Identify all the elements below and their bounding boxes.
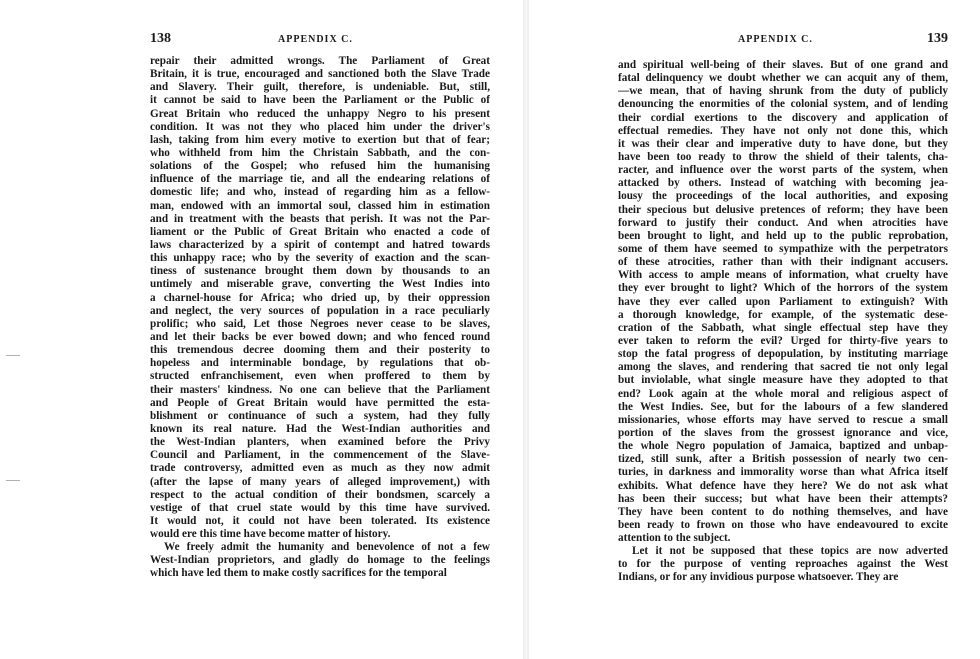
text-line: but inviolable, what single measure have they adopted to that — [618, 374, 948, 387]
text-line: their cordial exertions to the discovery and application of — [618, 111, 948, 124]
text-line: and in treatment with the beasts that perish. It was not the Par- — [150, 212, 490, 225]
text-line: has been their success; but what have been their attempts? — [618, 492, 948, 505]
text-line: They have been content to do nothing themselves, and have — [618, 505, 948, 518]
text-line: have they ever called upon Parliament to extinguish? With — [618, 295, 948, 308]
text-line: —we mean, that of having shrunk from the duty of publicly — [618, 85, 948, 98]
text-line: this unhappy race; who by the severity of exaction and the scan- — [150, 252, 490, 265]
right-page-body — [618, 59, 948, 585]
text-line: to for the purpose of venting reproaches against the West — [618, 558, 948, 571]
text-line: vestige of that cruel state would by this time have survived. — [150, 501, 490, 514]
text-line: end? Look again at the whole moral and religious aspect of — [618, 387, 948, 400]
text-line: the West Indies. See, but for the labours of a few slandered — [618, 400, 948, 413]
text-line: and People of Great Britain would have permitted the esta- — [150, 396, 490, 409]
text-line: they ever brought to light? Which of the horrors of the system — [618, 282, 948, 295]
text-line: and spiritual well-being of their slaves. But of one grand and — [618, 59, 948, 71]
book-gutter — [523, 0, 529, 659]
text-line: tized, still sunk, after a British possession of nearly two cen- — [618, 453, 948, 466]
text-line: domestic life; and who, instead of regarding him as a fellow- — [150, 186, 490, 199]
text-line: portion of the slaves from the grossest ignorance and vice, — [618, 426, 948, 439]
text-line: blishment or continuance of such a system, had they fully — [150, 409, 490, 422]
text-line: racter, and influence over the worst parts of the system, when — [618, 164, 948, 177]
text-line: respect to the actual condition of their bondsmen, scarcely a — [150, 488, 490, 501]
text-line: repair their admitted wrongs. The Parliament of Great — [150, 55, 490, 67]
text-line: and Slavery. Their guilt, therefore, is undeniable. But, still, — [150, 81, 490, 94]
text-line: attention to the subject. — [618, 532, 731, 545]
text-line: forward to justify their conduct. And when atrocities have — [618, 216, 948, 229]
text-line: ever taken to reform the evil? Urged for thirty-five years to — [618, 334, 948, 347]
text-line: It would not, it could not have been tolerated. Its existence — [150, 514, 490, 527]
text-line: structed enfranchisement, even when proffered to them by — [150, 370, 490, 383]
scan-mark — [6, 480, 20, 481]
text-line: cration of the Sabbath, what single effectual step have they — [618, 321, 948, 334]
text-line: it cannot be said to have been the Parliament or the Public of — [150, 94, 490, 107]
text-line: condition. It was not they who placed him under the driver's — [150, 120, 490, 133]
text-line: their masters' kindness. No one can believe that the Parliament — [150, 383, 490, 396]
text-line: Britain, it is true, encouraged and sanctioned both the Slave Trade — [150, 68, 490, 81]
left-running-head — [150, 31, 490, 50]
text-line: would ere this time have become matter of history. — [150, 528, 391, 541]
text-line: who withheld from him the Christain Sabbath, and the con- — [150, 146, 490, 159]
text-line: some of them have seemed to sympathize with the perpetrators — [618, 242, 948, 255]
text-line: it was their clear and imperative duty to have done, but they — [618, 137, 948, 150]
text-line: trade controversy, admitted even as much as they now admit — [150, 462, 490, 475]
text-line: West-Indian proprietors, and gladly do homage to the feelings — [150, 554, 490, 567]
right-running-head — [618, 31, 948, 50]
text-line: solations of the Gospel; who refused him the humanising — [150, 160, 490, 173]
text-line: Council and Parliament, in the commencement of the Slave- — [150, 449, 490, 462]
text-line: and let their backs be ever bowed down; and who fenced round — [150, 330, 490, 343]
text-line: hopeless and interminable bondage, by regulations that ob- — [150, 357, 490, 370]
text-line: untimely and miserable grave, converting the West Indies into — [150, 278, 490, 291]
text-line: turies, in darkness and immorality worse than what Africa itself — [618, 466, 948, 479]
text-line: a charnel-house for Africa; who dried up, by their oppression — [150, 291, 490, 304]
text-line: this tremendous decree dooming them and their posterity to — [150, 344, 490, 357]
text-line: of these atrocities, rather than with their indignant accusers. — [618, 256, 948, 269]
text-line: With access to ample means of information, what cruelty have — [618, 269, 948, 282]
text-line: been brought to light, and held up to the public reprobation, — [618, 229, 948, 242]
right-page-number: 139 — [927, 31, 948, 46]
left-header-title: APPENDIX C. — [278, 34, 353, 45]
text-line: Indians, or for any invidious purpose whatsoever. They are — [618, 571, 899, 584]
text-line: stop the fatal progress of depopulation, by instituting marriage — [618, 348, 948, 361]
scan-mark — [6, 355, 20, 356]
text-line: the whole Negro population of Jamaica, baptized and unbap- — [618, 440, 948, 453]
text-line: among the slaves, and rendering that sacred tie not only legal — [618, 361, 948, 374]
text-line: fatal delinquency we doubt whether we can acquit any of them, — [618, 72, 948, 85]
text-line: and neglect, the very sources of population in a race peculiarly — [150, 304, 490, 317]
text-line: Great Britain who reduced the unhappy Negro to his present — [150, 107, 490, 120]
text-line: influence of the marriage tie, and all the endearing relations of — [150, 173, 490, 186]
text-line: the West-Indian planters, when examined before the Privy — [150, 436, 490, 449]
text-line: been ready to frown on those who have endeavoured to excite — [618, 518, 948, 531]
text-line: laws characterized by a spirit of contempt and hatred towards — [150, 238, 490, 251]
text-line: man, endowed with an immortal soul, classed him in estimation — [150, 199, 490, 212]
text-line: lousy the proceedings of the local authorities, and exposing — [618, 190, 948, 203]
text-line: a thorough knowledge, for example, of the systematic dese- — [618, 308, 948, 321]
text-line: their specious but delusive pretences of reform; they have been — [618, 203, 948, 216]
text-line: Let it not be supposed that these topics are now adverted — [632, 545, 948, 558]
text-line: lash, taking from him every motive to exertion but that of fear; — [150, 133, 490, 146]
text-line: liament or the Public of Great Britain who enacted a code of — [150, 225, 490, 238]
text-line: which have led them to make costly sacrifices for the temporal — [150, 567, 447, 580]
text-line: (after the lapse of many years of alleged improvement,) with — [150, 475, 490, 488]
text-line: exhibits. What defence have they here? We do not ask what — [618, 479, 948, 492]
text-line: attacked by others. Instead of watching with becoming jea- — [618, 177, 948, 190]
text-line: We freely admit the humanity and benevolence of not a few — [164, 541, 490, 554]
text-line: prolific; who said, Let those Negroes never cease to be slaves, — [150, 317, 490, 330]
text-line: have been too ready to throw the shield of their talents, cha- — [618, 150, 948, 163]
text-line: tiness of sustenance brought them down by thousands to an — [150, 265, 490, 278]
text-line: known its real nature. Had the West-Indian authorities and — [150, 422, 490, 435]
text-line: effectual remedies. They have not only not done this, which — [618, 124, 948, 137]
right-header-title: APPENDIX C. — [738, 34, 813, 45]
left-page-body — [150, 55, 490, 581]
left-page-number: 138 — [150, 31, 171, 46]
text-line: denouncing the enormities of the colonial system, and of lending — [618, 98, 948, 111]
text-line: missionaries, whose efforts may have served to rescue a small — [618, 413, 948, 426]
